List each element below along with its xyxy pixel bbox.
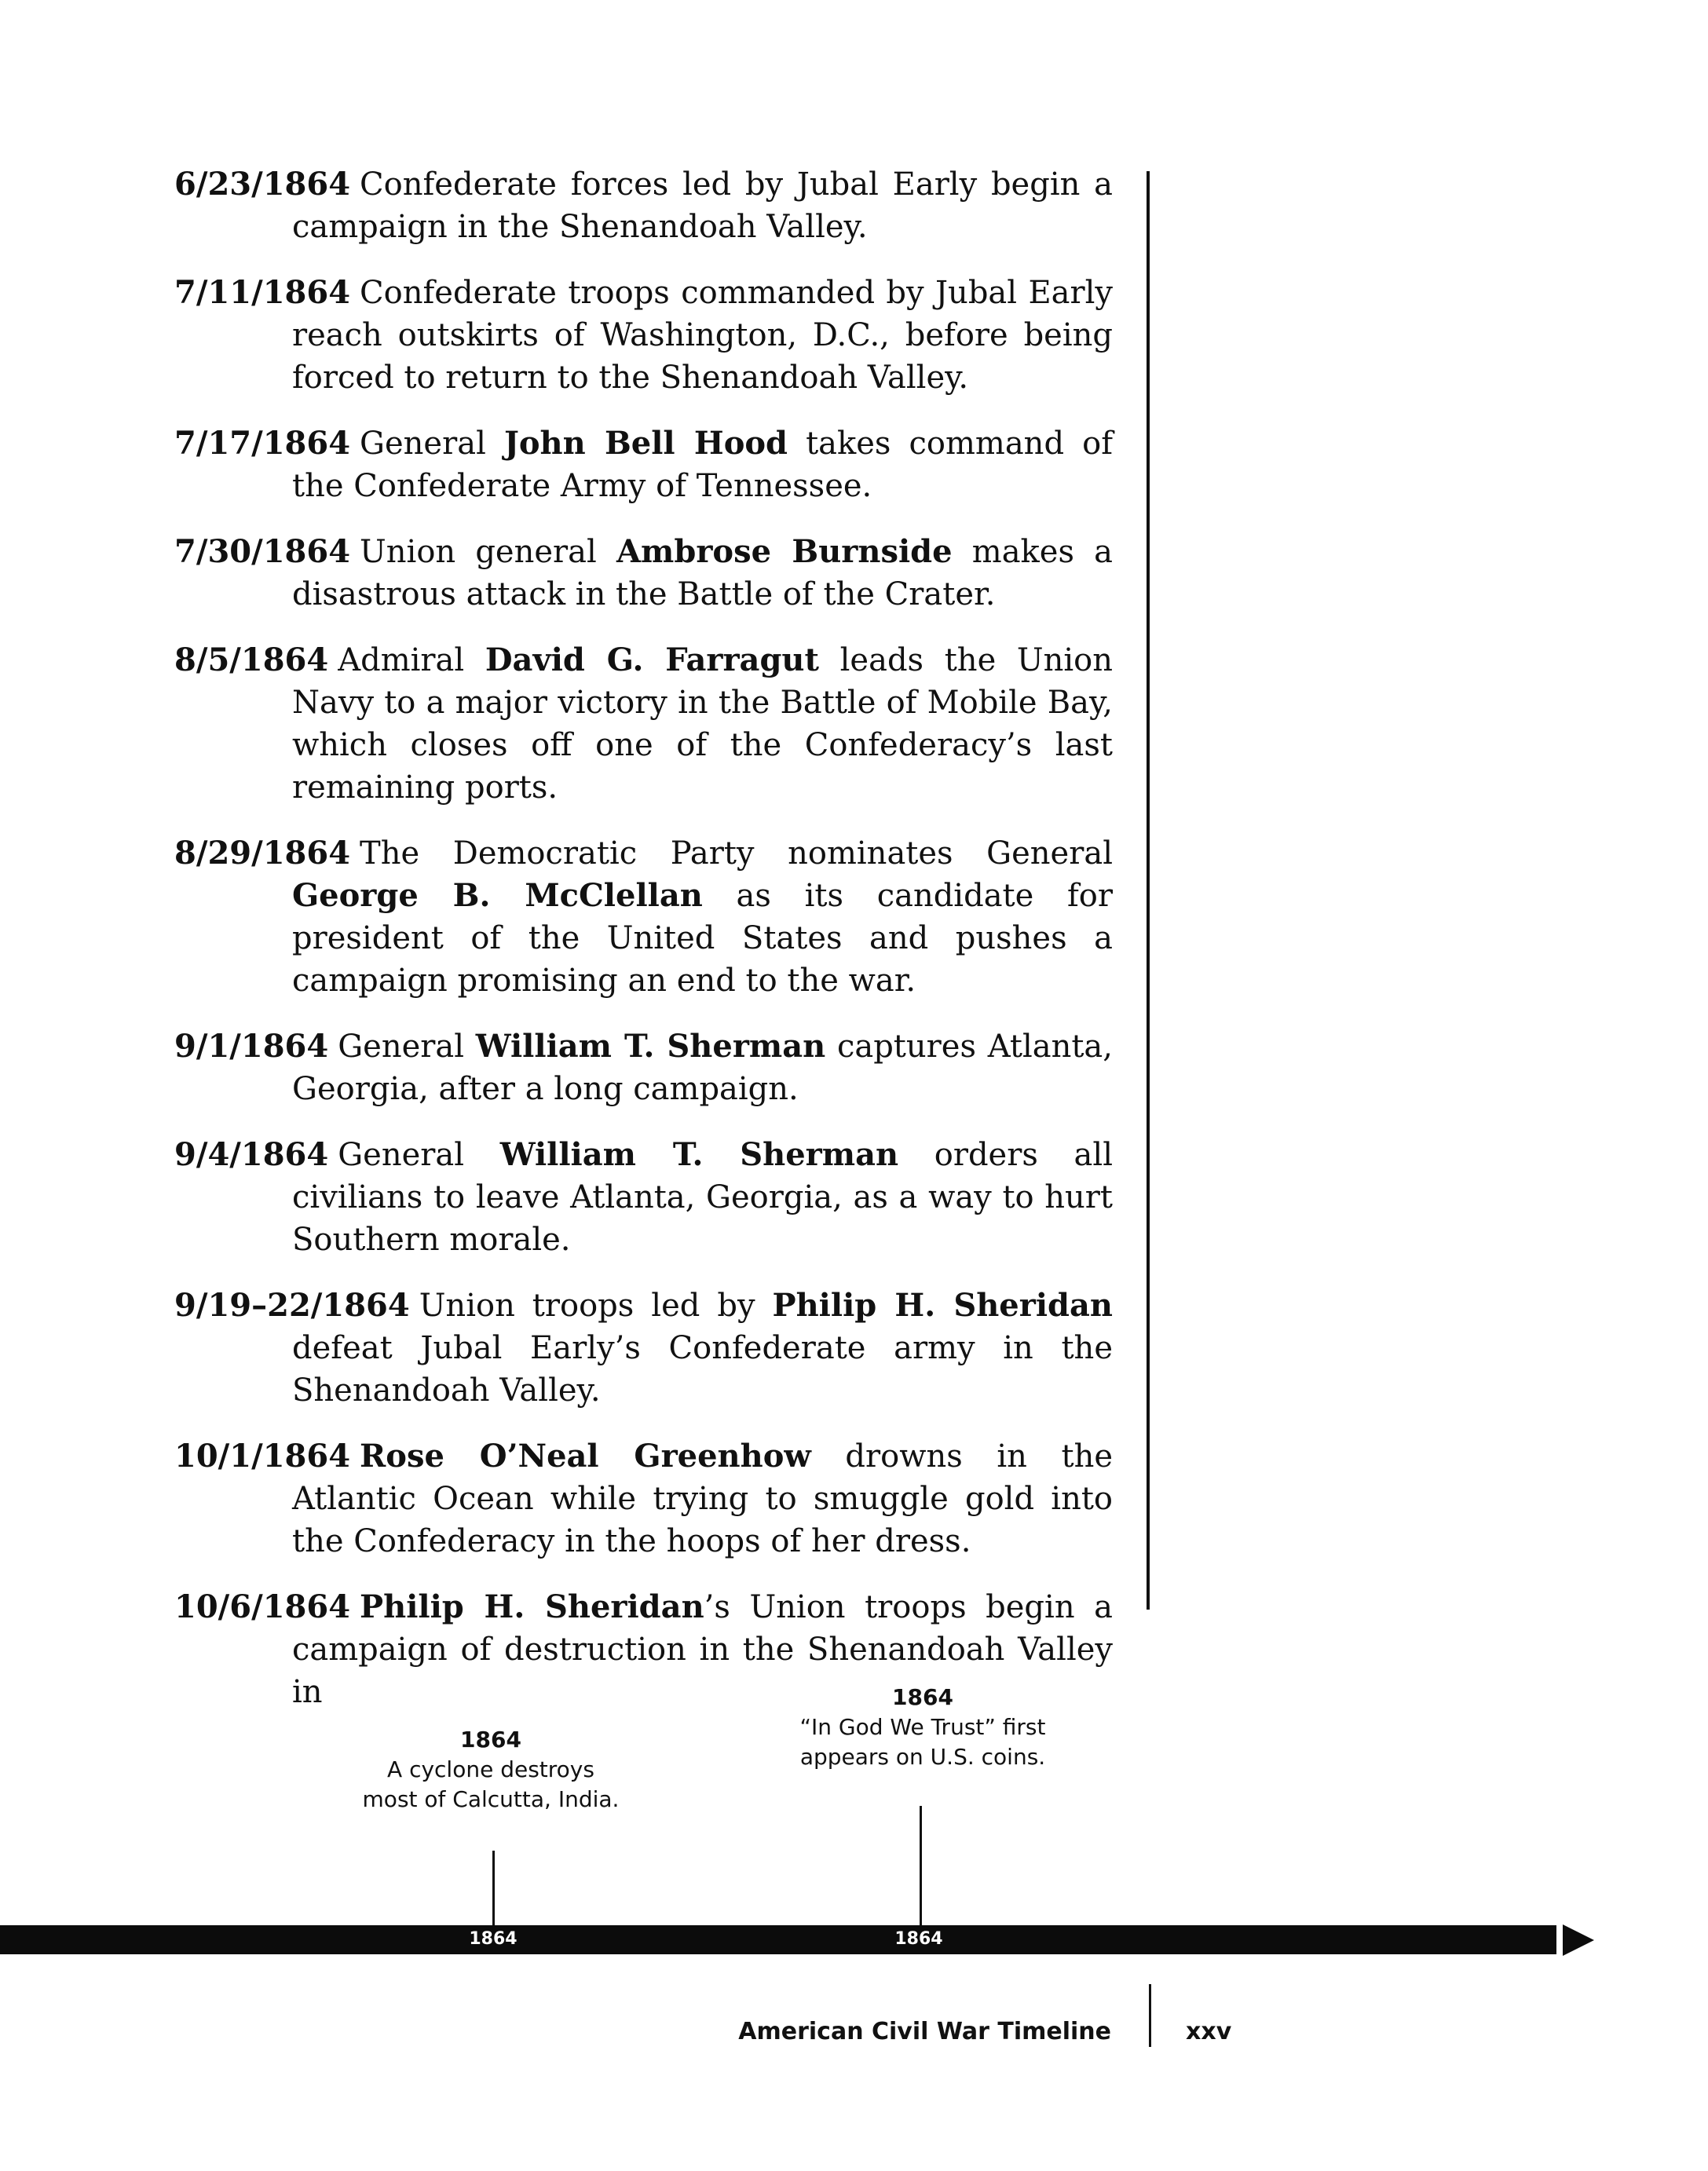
timeline-entries [174, 163, 1113, 1737]
entry-date: 10/1/1864 [174, 1438, 351, 1475]
entry-text: drowns in the Atlantic Ocean while trying to smuggle gold into the Confederacy in the hoops of her dress. [292, 1438, 1114, 1559]
world-note-text: “In God We Trust” first appears on U.S. coins. [799, 1714, 1046, 1770]
entry-text: Confederate forces led by Jubal Early begin a campaign in the Shenandoah Valley. [292, 166, 1113, 245]
entry-text: General [338, 1029, 476, 1065]
entry-date: 7/17/1864 [174, 425, 351, 462]
entry-text: Union general [360, 534, 616, 570]
entry-person: David G. Farragut [485, 641, 819, 678]
entry-person: John Bell Hood [503, 425, 788, 462]
page-number: xxv [1186, 2018, 1232, 2045]
world-note-text: A cyclone destroys most of Calcutta, India. [362, 1756, 620, 1812]
timeline-entry [174, 272, 1113, 399]
entry-date: 9/4/1864 [174, 1136, 329, 1173]
timeline-tick [920, 1806, 922, 1928]
timeline-entry [174, 1435, 1113, 1562]
entry-text: leads the Union Navy to a major victory in the Battle of Mobile Bay, which closes off one of the Confederacy’s last remaining ports. [292, 642, 1113, 806]
entry-text: General [360, 426, 504, 462]
margin-rule [1147, 171, 1150, 1610]
timeline-entry [174, 163, 1113, 248]
footer-divider [1149, 1984, 1151, 2047]
entry-text: makes a disastrous attack in the Battle of the Crater. [292, 534, 1114, 612]
entry-date: 6/23/1864 [174, 166, 351, 203]
entry-date: 9/19–22/1864 [174, 1287, 410, 1324]
entry-text: Union troops led by [419, 1288, 773, 1324]
entry-text: takes command of the Confederate Army of Tennessee. [292, 426, 1113, 504]
world-note-year: 1864 [460, 1727, 521, 1753]
timeline-year-label: 1864 [894, 1929, 943, 1949]
entry-text: as its candidate for president of the United States and pushes a campaign promising an end to the war. [292, 878, 1114, 999]
timeline-entry [174, 422, 1113, 507]
entry-person: George B. McClellan [292, 877, 703, 914]
entry-date: 9/1/1864 [174, 1028, 329, 1065]
entry-text: Confederate troops commanded by Jubal Early reach outskirts of Washington, D.C., before being forced to return to the Shenandoah Valley. [292, 275, 1113, 396]
timeline-tick [492, 1851, 495, 1928]
entry-text: General [338, 1137, 500, 1173]
timeline-entry [174, 1025, 1113, 1110]
timeline-entry [174, 832, 1113, 1002]
entry-date: 8/5/1864 [174, 641, 329, 678]
timeline-bar [0, 1925, 1556, 1954]
entry-text: captures Atlanta, Georgia, after a long campaign. [292, 1029, 1113, 1107]
world-note-year: 1864 [892, 1684, 953, 1710]
timeline-year-label: 1864 [469, 1929, 518, 1949]
timeline-arrow-icon [1563, 1924, 1594, 1956]
entry-text: orders all civilians to leave Atlanta, Georgia, as a way to hurt Southern morale. [292, 1137, 1113, 1258]
entry-text: The Democratic Party nominates General [360, 835, 1113, 872]
entry-date: 7/11/1864 [174, 274, 351, 311]
entry-date: 7/30/1864 [174, 533, 351, 570]
timeline-entry [174, 1134, 1113, 1261]
entry-person: William T. Sherman [499, 1136, 899, 1173]
world-note [361, 1725, 620, 1815]
entry-text: ’s Union troops begin a campaign of destruction in the Shenandoah Valley in [292, 1589, 1113, 1710]
entry-text: Admiral [338, 642, 485, 678]
entry-date: 10/6/1864 [174, 1588, 351, 1625]
entry-date: 8/29/1864 [174, 835, 351, 872]
timeline-entry [174, 639, 1113, 809]
footer-title: American Civil War Timeline [738, 2018, 1111, 2045]
entry-person: Philip H. Sheridan [772, 1287, 1113, 1324]
entry-person: Ambrose Burnside [616, 533, 953, 570]
entry-person: Philip H. Sheridan [360, 1588, 704, 1625]
world-note [785, 1683, 1060, 1772]
entry-person: Rose O’Neal Greenhow [360, 1438, 811, 1475]
timeline-entry [174, 1285, 1113, 1412]
entry-text: defeat Jubal Early’s Confederate army in the Shenandoah Valley. [292, 1330, 1113, 1409]
timeline-entry [174, 531, 1113, 616]
entry-person: William T. Sherman [475, 1028, 826, 1065]
